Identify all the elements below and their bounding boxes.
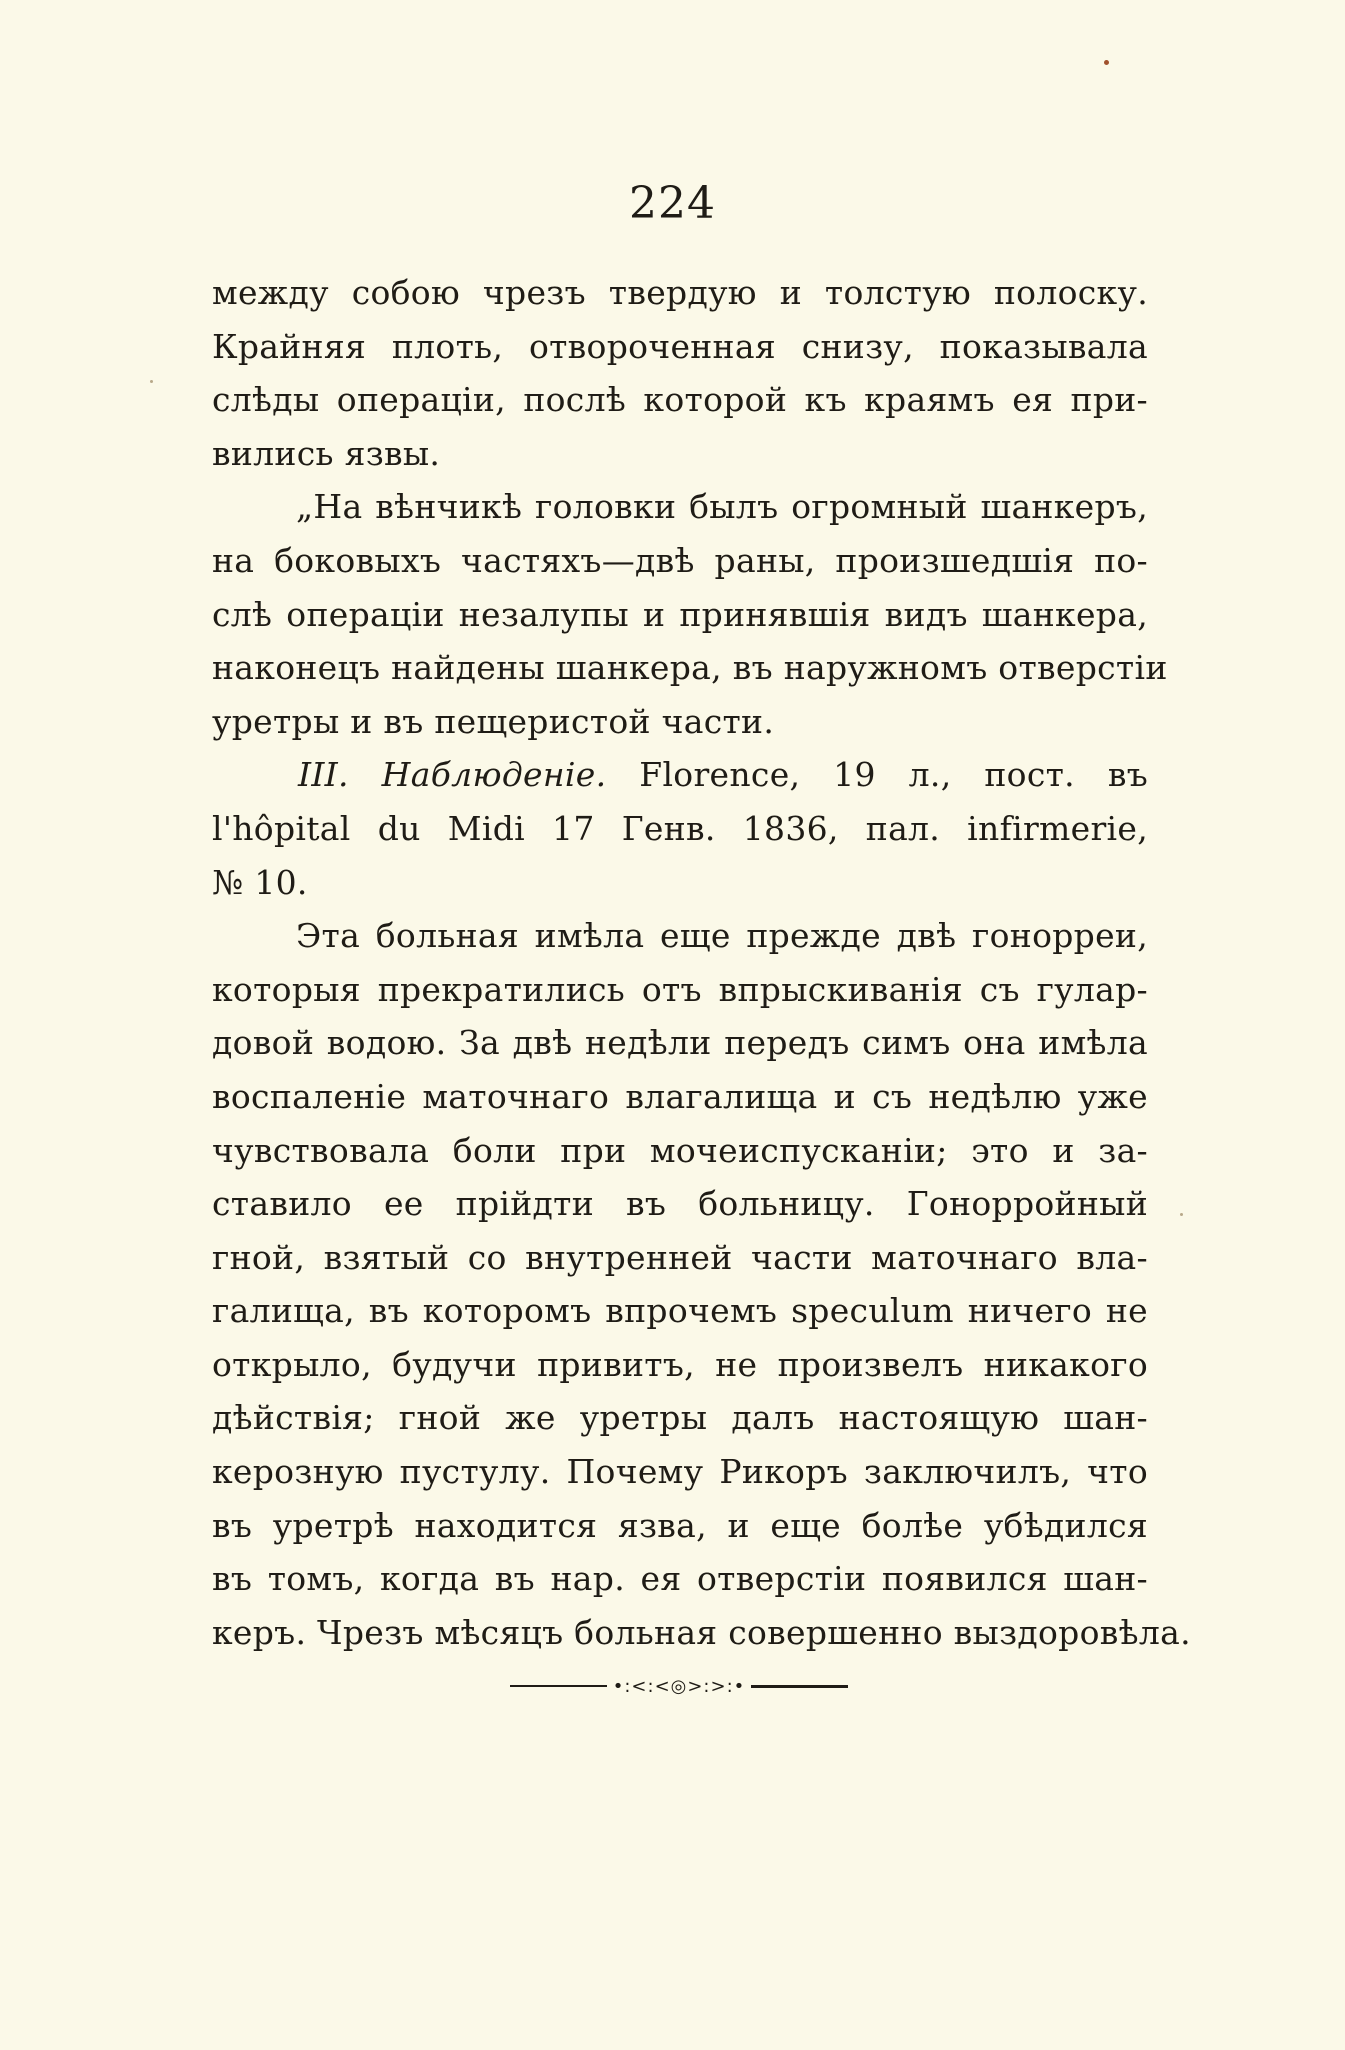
text-line: открыло, будучи привитъ, не произвелъ никакого bbox=[212, 1344, 1148, 1384]
text-line: Крайняя плоть, отвороченная снизу, показывала bbox=[212, 326, 1148, 366]
ornament-rule-right bbox=[751, 1685, 848, 1688]
section-end-ornament bbox=[510, 1676, 848, 1696]
text-line: „На вѣнчикѣ головки былъ огромный шанкеръ, bbox=[296, 487, 1148, 527]
text-line: гной, взятый со внутренней части маточнаго вла- bbox=[212, 1237, 1148, 1277]
text-line: между собою чрезъ твердую и толстую полоску. bbox=[212, 273, 1148, 312]
text-line: керъ. Чрезъ мѣсяцъ больная совершенно выздоровѣла. bbox=[212, 1612, 1191, 1652]
text-line: дѣйствія; гной же уретры далъ настоящую шан- bbox=[212, 1398, 1148, 1438]
text-line: довой водою. За двѣ недѣли передъ симъ она имѣла bbox=[212, 1023, 1148, 1063]
text-line: на боковыхъ частяхъ—двѣ раны, произшедшія по- bbox=[212, 540, 1148, 580]
paper-speck bbox=[1180, 1213, 1183, 1216]
text-line: воспаленіе маточнаго влагалища и съ недѣлю уже bbox=[212, 1076, 1148, 1116]
text-line: Эта больная имѣла еще прежде двѣ гонорреи, bbox=[296, 916, 1148, 956]
text-line: которыя прекратились отъ впрыскиванія съ гулар- bbox=[212, 969, 1148, 1009]
text-line: наконецъ найдены шанкера, въ наружномъ отверстіи bbox=[212, 648, 1168, 688]
page-number: 224 bbox=[629, 178, 716, 229]
ornament-rule-left bbox=[510, 1685, 607, 1687]
text-line: вились язвы. bbox=[212, 433, 441, 473]
text-line: керозную пустулу. Почему Рикоръ заключилъ, что bbox=[212, 1452, 1148, 1492]
paper-speck bbox=[1104, 60, 1109, 65]
text-line: слѣ операціи незалупы и принявшія видъ шанкера, bbox=[212, 594, 1148, 634]
text-line: чувствовала боли при мочеиспусканіи; это и за- bbox=[212, 1130, 1148, 1170]
observation-details: Florence, 19 л., пост. въ bbox=[639, 755, 1148, 795]
text-line: l'hôpital du Midi 17 Генв. 1836, пал. infirmerie, bbox=[212, 808, 1148, 848]
text-line: галища, въ которомъ впрочемъ speculum ничего не bbox=[212, 1291, 1148, 1331]
text-line: слѣды операціи, послѣ которой къ краямъ ея при- bbox=[212, 380, 1148, 420]
text-line: ставило ее прійдти въ больницу. Гонорройный bbox=[212, 1184, 1148, 1224]
observation-heading: III. Наблюденіе. bbox=[298, 755, 607, 795]
ornament-glyphs: •:<:<◎>:>:• bbox=[612, 1675, 746, 1697]
text-line: въ томъ, когда въ нар. ея отверстіи появился шан- bbox=[212, 1559, 1148, 1599]
text-line: въ уретрѣ находится язва, и еще болѣе убѣдился bbox=[212, 1505, 1148, 1545]
paper-speck bbox=[150, 380, 153, 383]
observation-heading-line bbox=[212, 748, 1148, 802]
text-line: № 10. bbox=[212, 862, 308, 902]
text-line: уретры и въ пещеристой части. bbox=[212, 701, 775, 741]
body-text bbox=[212, 266, 1191, 1659]
